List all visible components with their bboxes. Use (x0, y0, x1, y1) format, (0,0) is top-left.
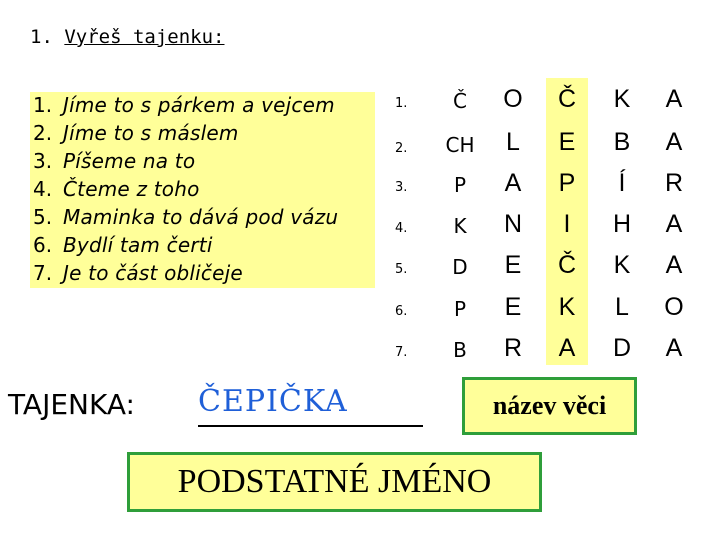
grid-solution-letter: E (558, 128, 576, 156)
grid-row-number: 1. (395, 96, 408, 111)
grid-first-letter: K (453, 214, 467, 238)
grid-letter: A (665, 251, 683, 279)
grid-letter: O (503, 85, 523, 113)
grid-letter: A (665, 334, 683, 362)
grid-letter: B (613, 128, 631, 156)
task-title: Vyřeš tajenku: (64, 26, 225, 48)
grid-letter: H (612, 210, 632, 238)
clue-text: Bydlí tam čerti (63, 233, 213, 257)
grid-letter: A (665, 128, 683, 156)
clue-number: 7. (33, 261, 53, 285)
answer-underline (198, 425, 423, 427)
grid-first-letter: B (453, 338, 467, 362)
clue-number: 2. (33, 121, 53, 145)
podstatne-jmeno-box: PODSTATNÉ JMÉNO (127, 452, 542, 512)
clue-number: 1. (33, 93, 53, 117)
clue-number: 5. (33, 205, 53, 229)
grid-solution-letter: A (558, 334, 576, 362)
task-number: 1. (30, 26, 53, 48)
grid-letter: L (615, 293, 629, 321)
task-heading (30, 26, 225, 48)
grid-letter: O (664, 293, 684, 321)
clue-list (30, 92, 375, 288)
grid-letter: A (504, 169, 522, 197)
grid-solution-letter: P (558, 169, 576, 197)
tajenka-value: ČEPIČKA (198, 384, 348, 419)
grid-first-letter: CH (445, 133, 475, 157)
clue-text: Maminka to dává pod vázu (63, 205, 339, 229)
grid-first-letter: P (453, 297, 467, 321)
tajenka-answer (8, 384, 348, 421)
grid-letter: R (503, 334, 523, 362)
tajenka-label: TAJENKA: (8, 388, 135, 421)
grid-solution-letter: Č (557, 85, 577, 113)
grid-row-number: 4. (395, 221, 408, 236)
clue-text: Jíme to s máslem (63, 121, 239, 145)
grid-letter: R (664, 169, 684, 197)
grid-solution-letter: Č (557, 251, 577, 279)
grid-letter: K (613, 251, 631, 279)
grid-letter: D (612, 334, 632, 362)
clue-text: Jíme to s párkem a vejcem (63, 93, 335, 117)
grid-letter: A (665, 210, 683, 238)
clue-number: 3. (33, 149, 53, 173)
grid-letter: E (504, 293, 522, 321)
clue-text: Píšeme na to (63, 149, 196, 173)
grid-first-letter: D (452, 255, 468, 279)
grid-letter: L (506, 128, 520, 156)
grid-row-number: 3. (395, 180, 408, 195)
grid-row-number: 7. (395, 345, 408, 360)
grid-row-number: 5. (395, 262, 408, 277)
clue-text: Čteme z toho (63, 177, 200, 201)
clue-number: 4. (33, 177, 53, 201)
grid-letter: Í (618, 169, 626, 197)
nazev-veci-box: název věci (462, 377, 637, 435)
grid-first-letter: Č (453, 89, 467, 113)
grid-solution-letter: K (558, 293, 576, 321)
grid-letter: N (503, 210, 523, 238)
clue-number: 6. (33, 233, 53, 257)
grid-letter: K (613, 85, 631, 113)
grid-first-letter: P (453, 173, 467, 197)
grid-letter: E (504, 251, 522, 279)
grid-row-number: 2. (395, 141, 408, 156)
clue-text: Je to část obličeje (63, 261, 243, 285)
grid-letter: A (665, 85, 683, 113)
grid-solution-letter: I (563, 210, 571, 238)
grid-row-number: 6. (395, 304, 408, 319)
